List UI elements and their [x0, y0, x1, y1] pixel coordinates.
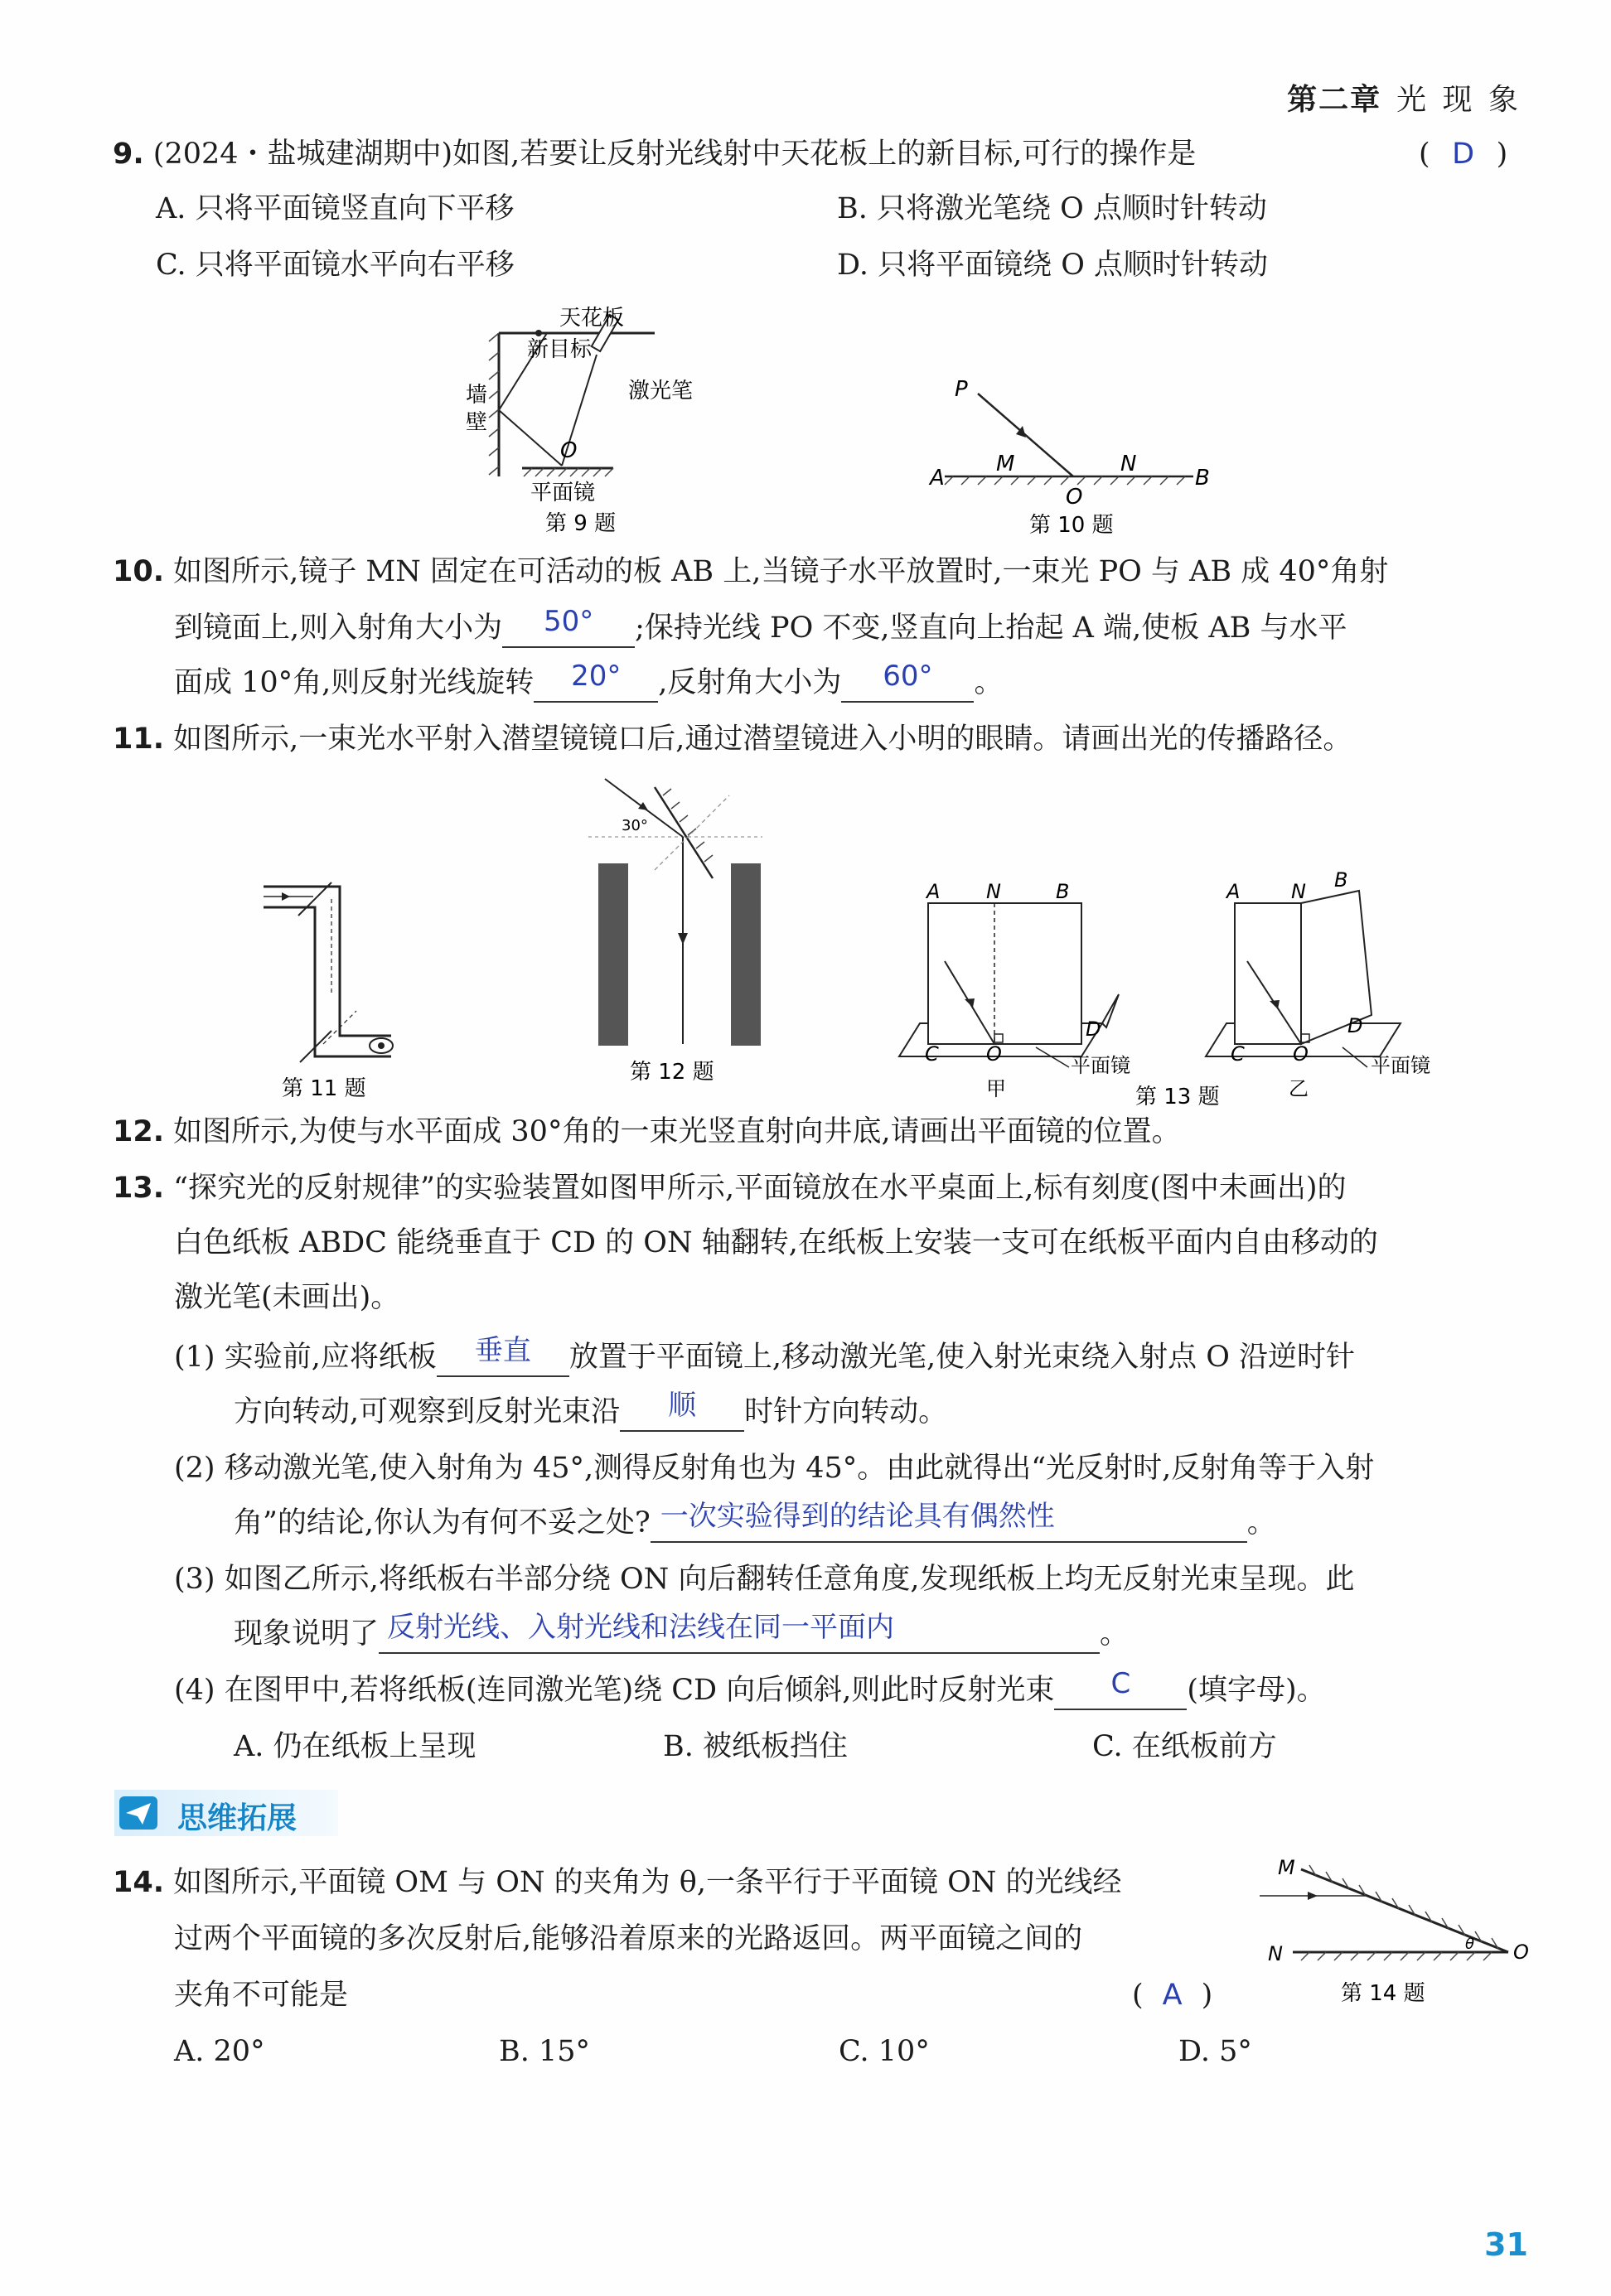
fig10-o-label: O — [1066, 485, 1083, 510]
q10-blank-2[interactable]: 20° — [534, 668, 658, 703]
fig11-caption: 第 11 题 — [282, 1076, 366, 1101]
q10-line-1: 10. 如图所示,镜子 MN 固定在可活动的板 AB 上,当镜子水平放置时,一束光 PO 与 AB 成 40°角射 — [113, 555, 1389, 588]
chapter-label: 第二章 — [1287, 83, 1382, 117]
q13-part3-line-2: 现象说明了 反射光线、入射光线和法线在同一平面内 。 — [234, 1614, 1129, 1654]
fig13-jia-a: A — [926, 880, 941, 903]
q14-option-c: C. 10° — [839, 2035, 930, 2068]
section-header — [114, 1790, 338, 1836]
fig10-b-label: B — [1195, 466, 1210, 491]
fig12-caption: 第 12 题 — [630, 1060, 714, 1085]
fig13-jia-b: B — [1056, 880, 1070, 903]
q10-line-2: 到镜面上,则入射角大小为 50° ;保持光线 PO 不变,竖直向上抬起 A 端,使板 AB 与水平 — [174, 608, 1347, 648]
q13-option-a: A. 仍在纸板上呈现 — [234, 1730, 477, 1763]
figure-11 — [249, 870, 414, 1110]
q14-option-b: B. 15° — [499, 2035, 591, 2068]
fig13-yi-mirror: 平面镜 — [1371, 1054, 1430, 1077]
fig13-yi-b: B — [1334, 870, 1348, 892]
fig9-wall-label-1: 墙 — [466, 383, 488, 408]
fig14-o-label: O — [1513, 1941, 1529, 1964]
fig9-ceiling-label: 天花板 — [559, 306, 625, 331]
q9-answer-paren: ( D ) — [1419, 134, 1507, 174]
q13-part3-line-1: (3) 如图乙所示,将纸板右半部分绕 ON 向后翻转任意角度,发现纸板上均无反射光束呈现。此 — [174, 1563, 1355, 1596]
q9-option-a: A. 只将平面镜竖直向下平移 — [156, 192, 515, 225]
q14-option-d: D. 5° — [1178, 2035, 1252, 2068]
q14-answer-paren: ( A ) — [1132, 1975, 1212, 2015]
page-number: 31 — [1484, 2226, 1528, 2263]
q13-blank-4[interactable]: 反射光线、入射光线和法线在同一平面内 — [379, 1619, 1100, 1654]
fig13-jia-c: C — [925, 1042, 939, 1066]
fig9-target-label: 新目标 — [527, 337, 593, 362]
fig13-jia-label: 甲 — [986, 1077, 1006, 1100]
fig13-caption: 第 13 题 — [1135, 1085, 1220, 1109]
q14-line-3: 夹角不可能是 — [174, 1979, 349, 2012]
section-title: 思维拓展 — [177, 1801, 298, 1835]
figure-12 — [572, 771, 779, 1094]
figure-14 — [1243, 1853, 1541, 2018]
q13-part2-line-1: (2) 移动激光笔,使入射角为 45°,测得反射角也为 45°。由此就得出“光反射时,反射角等于入射 — [174, 1452, 1375, 1485]
q13-blank-5[interactable]: C — [1054, 1675, 1187, 1710]
fig13-jia-o: O — [986, 1042, 1002, 1066]
q9-option-d: D. 只将平面镜绕 O 点顺时针转动 — [837, 249, 1269, 282]
q14-answer: A — [1162, 1979, 1183, 2012]
q14-line-2: 过两个平面镜的多次反射后,能够沿着原来的光路返回。两平面镜之间的 — [174, 1922, 1083, 1955]
fig14-n-label: N — [1268, 1942, 1283, 1965]
figure-10 — [920, 373, 1226, 539]
q10-blank-3[interactable]: 60° — [841, 668, 974, 703]
q13-line-3: 激光笔(未画出)。 — [174, 1281, 400, 1314]
q14-option-a: A. 20° — [174, 2035, 265, 2068]
q13-part1-line-1: (1) 实验前,应将纸板 垂直 放置于平面镜上,移动激光笔,使入射光束绕入射点 O 沿逆时针 — [174, 1337, 1355, 1377]
fig13-yi-n: N — [1291, 880, 1306, 903]
fig9-laser-label: 激光笔 — [628, 379, 694, 404]
q13-line-1: 13. “探究光的反射规律”的实验装置如图甲所示,平面镜放在水平桌面上,标有刻度(图中未画出)的 — [113, 1172, 1347, 1205]
q9-stem: 9. (2024・盐城建湖期中)如图,若要让反射光线射中天花板上的新目标,可行的操作是 — [113, 138, 1197, 171]
q9-option-b: B. 只将激光笔绕 O 点顺时针转动 — [837, 192, 1267, 225]
q14-line-1: 14. 如图所示,平面镜 OM 与 ON 的夹角为 θ,一条平行于平面镜 ON 的光线经 — [113, 1866, 1122, 1899]
fig13-jia-d: D — [1086, 1017, 1101, 1041]
q13-part4-line-1: (4) 在图甲中,若将纸板(连同激光笔)绕 CD 向后倾斜,则此时反射光束 C (填字母)。 — [174, 1670, 1326, 1710]
fig9-caption: 第 9 题 — [545, 511, 617, 536]
fig12-angle-label: 30° — [622, 817, 648, 834]
q10-blank-1[interactable]: 50° — [502, 613, 635, 648]
q10-line-3: 面成 10°角,则反射光线旋转 20° ,反射角大小为 60° 。 — [174, 663, 1003, 703]
figure-9 — [448, 290, 729, 539]
fig9-wall-label-2: 壁 — [466, 410, 488, 435]
q13-part1-line-2: 方向转动,可观察到反射光束沿 顺 时针方向转动。 — [234, 1392, 947, 1432]
fig13-jia-n: N — [986, 880, 1001, 903]
fig9-o-label: O — [560, 438, 578, 463]
figure-13 — [895, 870, 1475, 1110]
page-header — [1287, 76, 1522, 118]
fig13-yi-label: 乙 — [1289, 1077, 1309, 1100]
q13-blank-3[interactable]: 一次实验得到的结论具有偶然性 — [651, 1508, 1247, 1543]
section-icon — [118, 1795, 159, 1831]
fig14-caption: 第 14 题 — [1341, 1981, 1425, 2006]
fig13-yi-c: C — [1231, 1042, 1245, 1066]
fig13-yi-a: A — [1226, 880, 1241, 903]
fig13-yi-o: O — [1293, 1042, 1309, 1066]
q13-option-c: C. 在纸板前方 — [1092, 1730, 1277, 1763]
fig9-mirror-label: 平面镜 — [530, 481, 596, 505]
fig13-yi-d: D — [1347, 1014, 1363, 1037]
q13-part2-line-2: 角”的结论,你认为有何不妥之处? 一次实验得到的结论具有偶然性 。 — [234, 1503, 1276, 1543]
q13-option-b: B. 被纸板挡住 — [663, 1730, 848, 1763]
fig10-n-label: N — [1120, 452, 1137, 476]
fig10-p-label: P — [955, 377, 968, 402]
q9-option-c: C. 只将平面镜水平向右平移 — [156, 249, 515, 282]
q12-stem: 12. 如图所示,为使与水平面成 30°角的一束光竖直射向井底,请画出平面镜的位置。 — [113, 1115, 1181, 1148]
q9-answer: D — [1452, 138, 1475, 171]
chapter-title: 光 现 象 — [1396, 83, 1522, 117]
fig10-caption: 第 10 题 — [1029, 513, 1114, 538]
q13-blank-1[interactable]: 垂直 — [437, 1342, 569, 1377]
fig13-jia-mirror: 平面镜 — [1071, 1054, 1130, 1077]
q13-line-2: 白色纸板 ABDC 能绕垂直于 CD 的 ON 轴翻转,在纸板上安装一支可在纸板平面内自由移动的 — [174, 1226, 1378, 1259]
q11-stem: 11. 如图所示,一束光水平射入潜望镜镜口后,通过潜望镜进入小明的眼睛。请画出光的传播路径。 — [113, 723, 1352, 756]
fig10-a-label: A — [930, 466, 945, 491]
q13-blank-2[interactable]: 顺 — [620, 1397, 744, 1432]
fig14-theta-label: θ — [1465, 1936, 1475, 1953]
fig10-m-label: M — [996, 452, 1015, 476]
fig14-m-label: M — [1278, 1856, 1295, 1879]
